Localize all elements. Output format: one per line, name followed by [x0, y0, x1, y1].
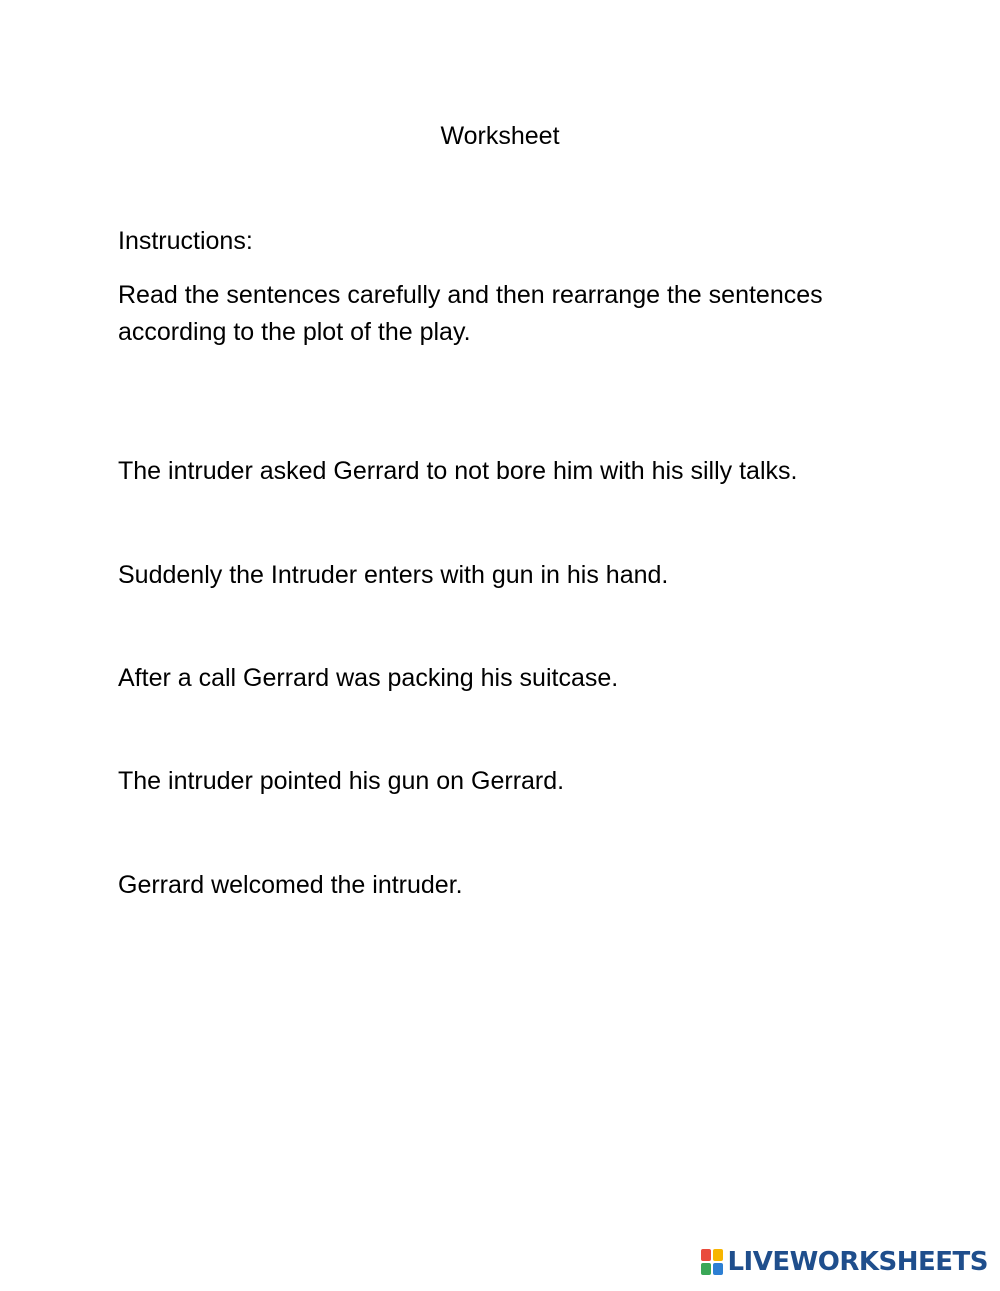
logo-block — [713, 1249, 723, 1261]
worksheet-title: Worksheet — [440, 122, 560, 150]
liveworksheets-brand — [701, 1247, 988, 1277]
logo-block — [701, 1249, 711, 1261]
instructions-text: Read the sentences carefully and then rearrange the sentences according to the plot of the play. — [118, 281, 823, 346]
sentence-item: The intruder asked Gerrard to not bore him with his silly talks. — [118, 457, 798, 485]
instructions-label: Instructions: — [118, 227, 253, 255]
sentence-item: After a call Gerrard was packing his suitcase. — [118, 664, 619, 692]
logo-block — [701, 1263, 711, 1275]
liveworksheets-logo-icon — [701, 1249, 723, 1275]
brand-name: LIVEWORKSHEETS — [727, 1247, 988, 1277]
sentence-item: Suddenly the Intruder enters with gun in his hand. — [118, 561, 669, 589]
sentence-item: The intruder pointed his gun on Gerrard. — [118, 767, 565, 795]
logo-block — [713, 1263, 723, 1275]
sentence-item: Gerrard welcomed the intruder. — [118, 871, 463, 899]
